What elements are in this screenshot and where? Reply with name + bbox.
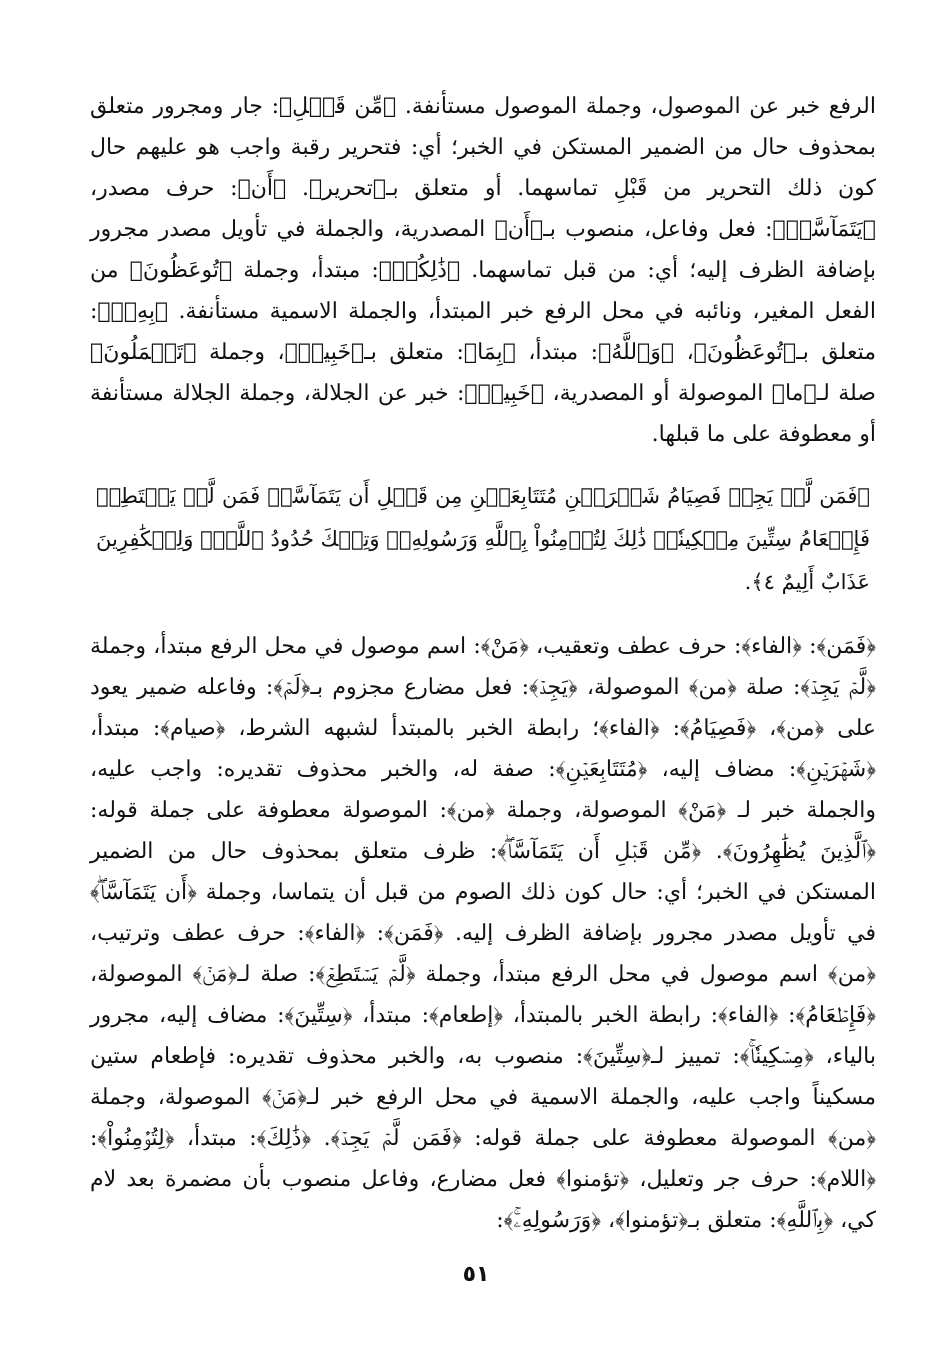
page-number: ٥١ — [462, 1262, 490, 1287]
paragraph-top: الرفع خبر عن الموصول، وجملة الموصول مستأنفة. ﴿مِّن قَبۡلِ﴾: جار ومجرور متعلق بمحذوف حال من الضمير المستكن في الخبر؛ أي: فتحرير رقبة واجب هو عليهم حال كون ذلك التحرير من قَبْلِ تماسهما. أو متعلق بـ﴿تحرير﴾. ﴿أَن﴾: حرف مصدر، ﴿يَتَمَآسَّاۚ﴾: فعل وفاعل، منصوب بـ﴿أَن﴾ المصدرية، والجملة في تأويل مصدر مجرور بإضافة الظرف إليه؛ أي: من قبل تماسهما. ﴿ذَٰلِكُمۡ﴾: مبتدأ، وجملة ﴿تُوعَظُونَ﴾ من الفعل المغير، ونائبه في محل الرفع خبر المبتدأ، والجملة الاسمية مستأنفة. ﴿بِهِۦۚ﴾: متعلق بـ﴿تُوعَظُونَ﴾، ﴿وَٱللَّهُ﴾: مبتدأ، ﴿بِمَا﴾: متعلق بـ﴿خَبِيرٞ﴾، وجملة ﴿تَعۡمَلُونَ﴾ صلة لـ﴿ما﴾ الموصولة أو المصدرية، ﴿خَبِيرٞ﴾: خبر عن الجلالة، وجملة الجلالة مستأنفة أو معطوفة على ما قبلها. — [90, 94, 876, 447]
document-page — [90, 86, 876, 1336]
quran-verse: ﴿فَمَن لَّمۡ يَجِدۡ فَصِيَامُ شَهۡرَيۡنِ مُتَتَابِعَيۡنِ مِن قَبۡلِ أَن يَتَمَآسَّاۖ فَمَن لَّمۡ يَسۡتَطِعۡ فَإِطۡعَامُ سِتِّينَ مِسۡكِينٗاۚ ذَٰلِكَ لِتُؤۡمِنُواْ بِٱللَّهِ وَرَسُولِهِۦۚ وَتِلۡكَ حُدُودُ ٱللَّهِۗ وَلِلۡكَٰفِرِينَ عَذَابٌ أَلِيمٌ ٤﴾. — [96, 484, 870, 594]
paragraph-bottom: ﴿فَمَن﴾: ﴿الفاء﴾: حرف عطف وتعقيب، ﴿مَنْ﴾: اسم موصول في محل الرفع مبتدأ، وجملة ﴿لَّمۡ يَجِدۡ﴾: صلة ﴿من﴾ الموصولة، ﴿يَجِدۡ﴾: فعل مضارع مجزوم بـ﴿لَمۡ﴾: وفاعله ضمير يعود على ﴿من﴾، ﴿فَصِيَامُ﴾: ﴿الفاء﴾؛ رابطة الخبر بالمبتدأ لشبهه الشرط، ﴿صيام﴾: مبتدأ، ﴿شَهۡرَيۡنِ﴾: مضاف إليه، ﴿مُتَتَابِعَيۡنِ﴾: صفة له، والخبر محذوف تقديره: واجب عليه، والجملة خبر لـ ﴿مَنْ﴾ الموصولة، وجملة ﴿من﴾: الموصولة معطوفة على جملة قوله: ﴿ٱلَّذِينَ يُظَٰهِرُونَ﴾. ﴿مِّن قَبۡلِ أَن يَتَمَآسَّاۖ﴾: ظرف متعلق بمحذوف حال من الضمير المستكن في الخبر؛ أي: حال كون ذلك الصوم من قبل أن يتماسا، وجملة ﴿أَن يَتَمَآسَّاۖ﴾ في تأويل مصدر مجرور بإضافة الظرف إليه. ﴿فَمَن﴾: ﴿الفاء﴾: حرف عطف وترتيب، ﴿من﴾ اسم موصول في محل الرفع مبتدأ، وجملة ﴿لَّمۡ يَسۡتَطِعۡ﴾: صلة لـ﴿مَنۡ﴾ الموصولة، ﴿فَإِطۡعَامُ﴾: ﴿الفاء﴾: رابطة الخبر بالمبتدأ، ﴿إطعام﴾: مبتدأ، ﴿سِتِّينَ﴾: مضاف إليه، مجرور بالياء، ﴿مِسۡكِينٗاۚ﴾: تمييز لـ﴿سِتِّينَ﴾: منصوب به، والخبر محذوف تقديره: فإطعام ستين مسكيناً واجب عليه، والجملة الاسمية في محل الرفع خبر لـ﴿مَنۡ﴾ الموصولة، وجملة ﴿من﴾ الموصولة معطوفة على جملة قوله: ﴿فَمَن لَّمۡ يَجِدۡ﴾. ﴿ذَٰلِكَ﴾: مبتدأ، ﴿لِتُؤۡمِنُواْ﴾: ﴿اللام﴾: حرف جر وتعليل، ﴿تؤمنوا﴾ فعل مضارع، وفاعل منصوب بأن مضمرة بعد لام كي، ﴿بِٱللَّهِ﴾: متعلق بـ﴿تؤمنوا﴾، ﴿وَرَسُولِهِۦۚ﴾: — [90, 634, 876, 1233]
